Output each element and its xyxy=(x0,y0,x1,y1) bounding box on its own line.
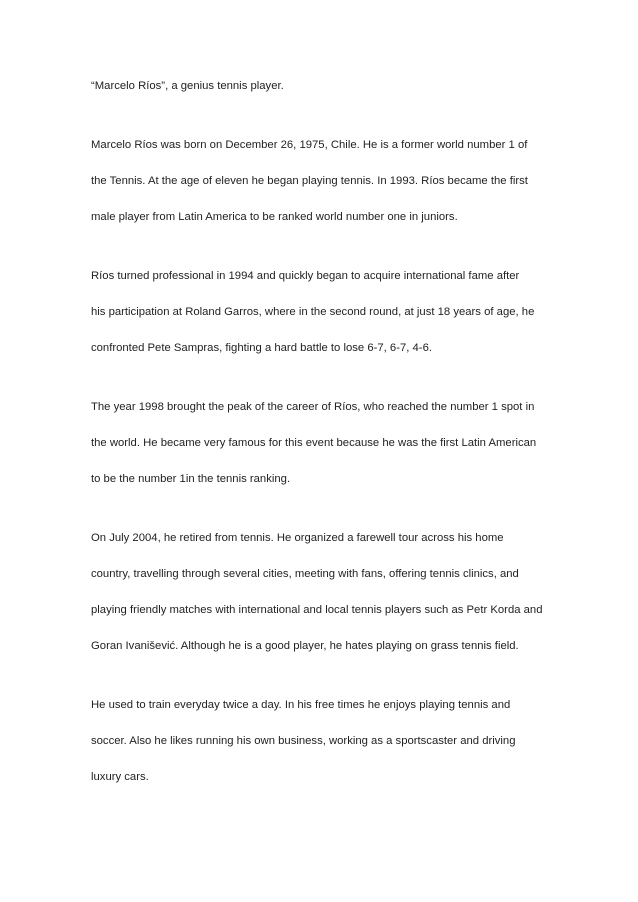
paragraph-line: Ríos turned professional in 1994 and quickly began to acquire international fame after xyxy=(91,270,520,282)
paragraph-line: soccer. Also he likes running his own business, working as a sportscaster and driving xyxy=(91,735,516,747)
paragraph-line: the Tennis. At the age of eleven he began playing tennis. In 1993. Ríos became the first xyxy=(91,175,528,187)
paragraph-line: country, travelling through several cities, meeting with fans, offering tennis clinics, and xyxy=(91,568,519,580)
paragraph-line: male player from Latin America to be ranked world number one in juniors. xyxy=(91,211,458,223)
paragraph-retirement xyxy=(91,526,541,658)
paragraph-hobbies xyxy=(91,693,541,789)
paragraph-peak xyxy=(91,395,541,491)
paragraph-birth xyxy=(91,133,541,229)
paragraph-line: On July 2004, he retired from tennis. He organized a farewell tour across his home xyxy=(91,532,504,544)
paragraph-line: luxury cars. xyxy=(91,771,149,783)
spacer xyxy=(91,98,541,133)
paragraph-line: confronted Pete Sampras, fighting a hard battle to lose 6-7, 6-7, 4-6. xyxy=(91,342,432,354)
paragraph-line: The year 1998 brought the peak of the career of Ríos, who reached the number 1 spot in xyxy=(91,401,535,413)
paragraph-line: the world. He became very famous for this event because he was the first Latin American xyxy=(91,437,537,449)
document-body xyxy=(91,74,541,789)
paragraph-line: his participation at Roland Garros, where in the second round, at just 18 years of age, he xyxy=(91,306,535,318)
paragraph-professional xyxy=(91,264,541,360)
paragraph-line: He used to train everyday twice a day. In his free times he enjoys playing tennis and xyxy=(91,699,511,711)
spacer xyxy=(91,360,541,395)
paragraph-line: Goran Ivanišević. Although he is a good player, he hates playing on grass tennis field. xyxy=(91,640,519,652)
document-title: “Marcelo Ríos”, a genius tennis player. xyxy=(91,80,284,92)
paragraph-line: Marcelo Ríos was born on December 26, 1975, Chile. He is a former world number 1 of xyxy=(91,139,528,151)
spacer xyxy=(91,229,541,264)
spacer xyxy=(91,658,541,693)
paragraph-line: playing friendly matches with international and local tennis players such as Petr Korda and xyxy=(91,604,543,616)
paragraph-line: to be the number 1in the tennis ranking. xyxy=(91,473,291,485)
spacer xyxy=(91,491,541,526)
